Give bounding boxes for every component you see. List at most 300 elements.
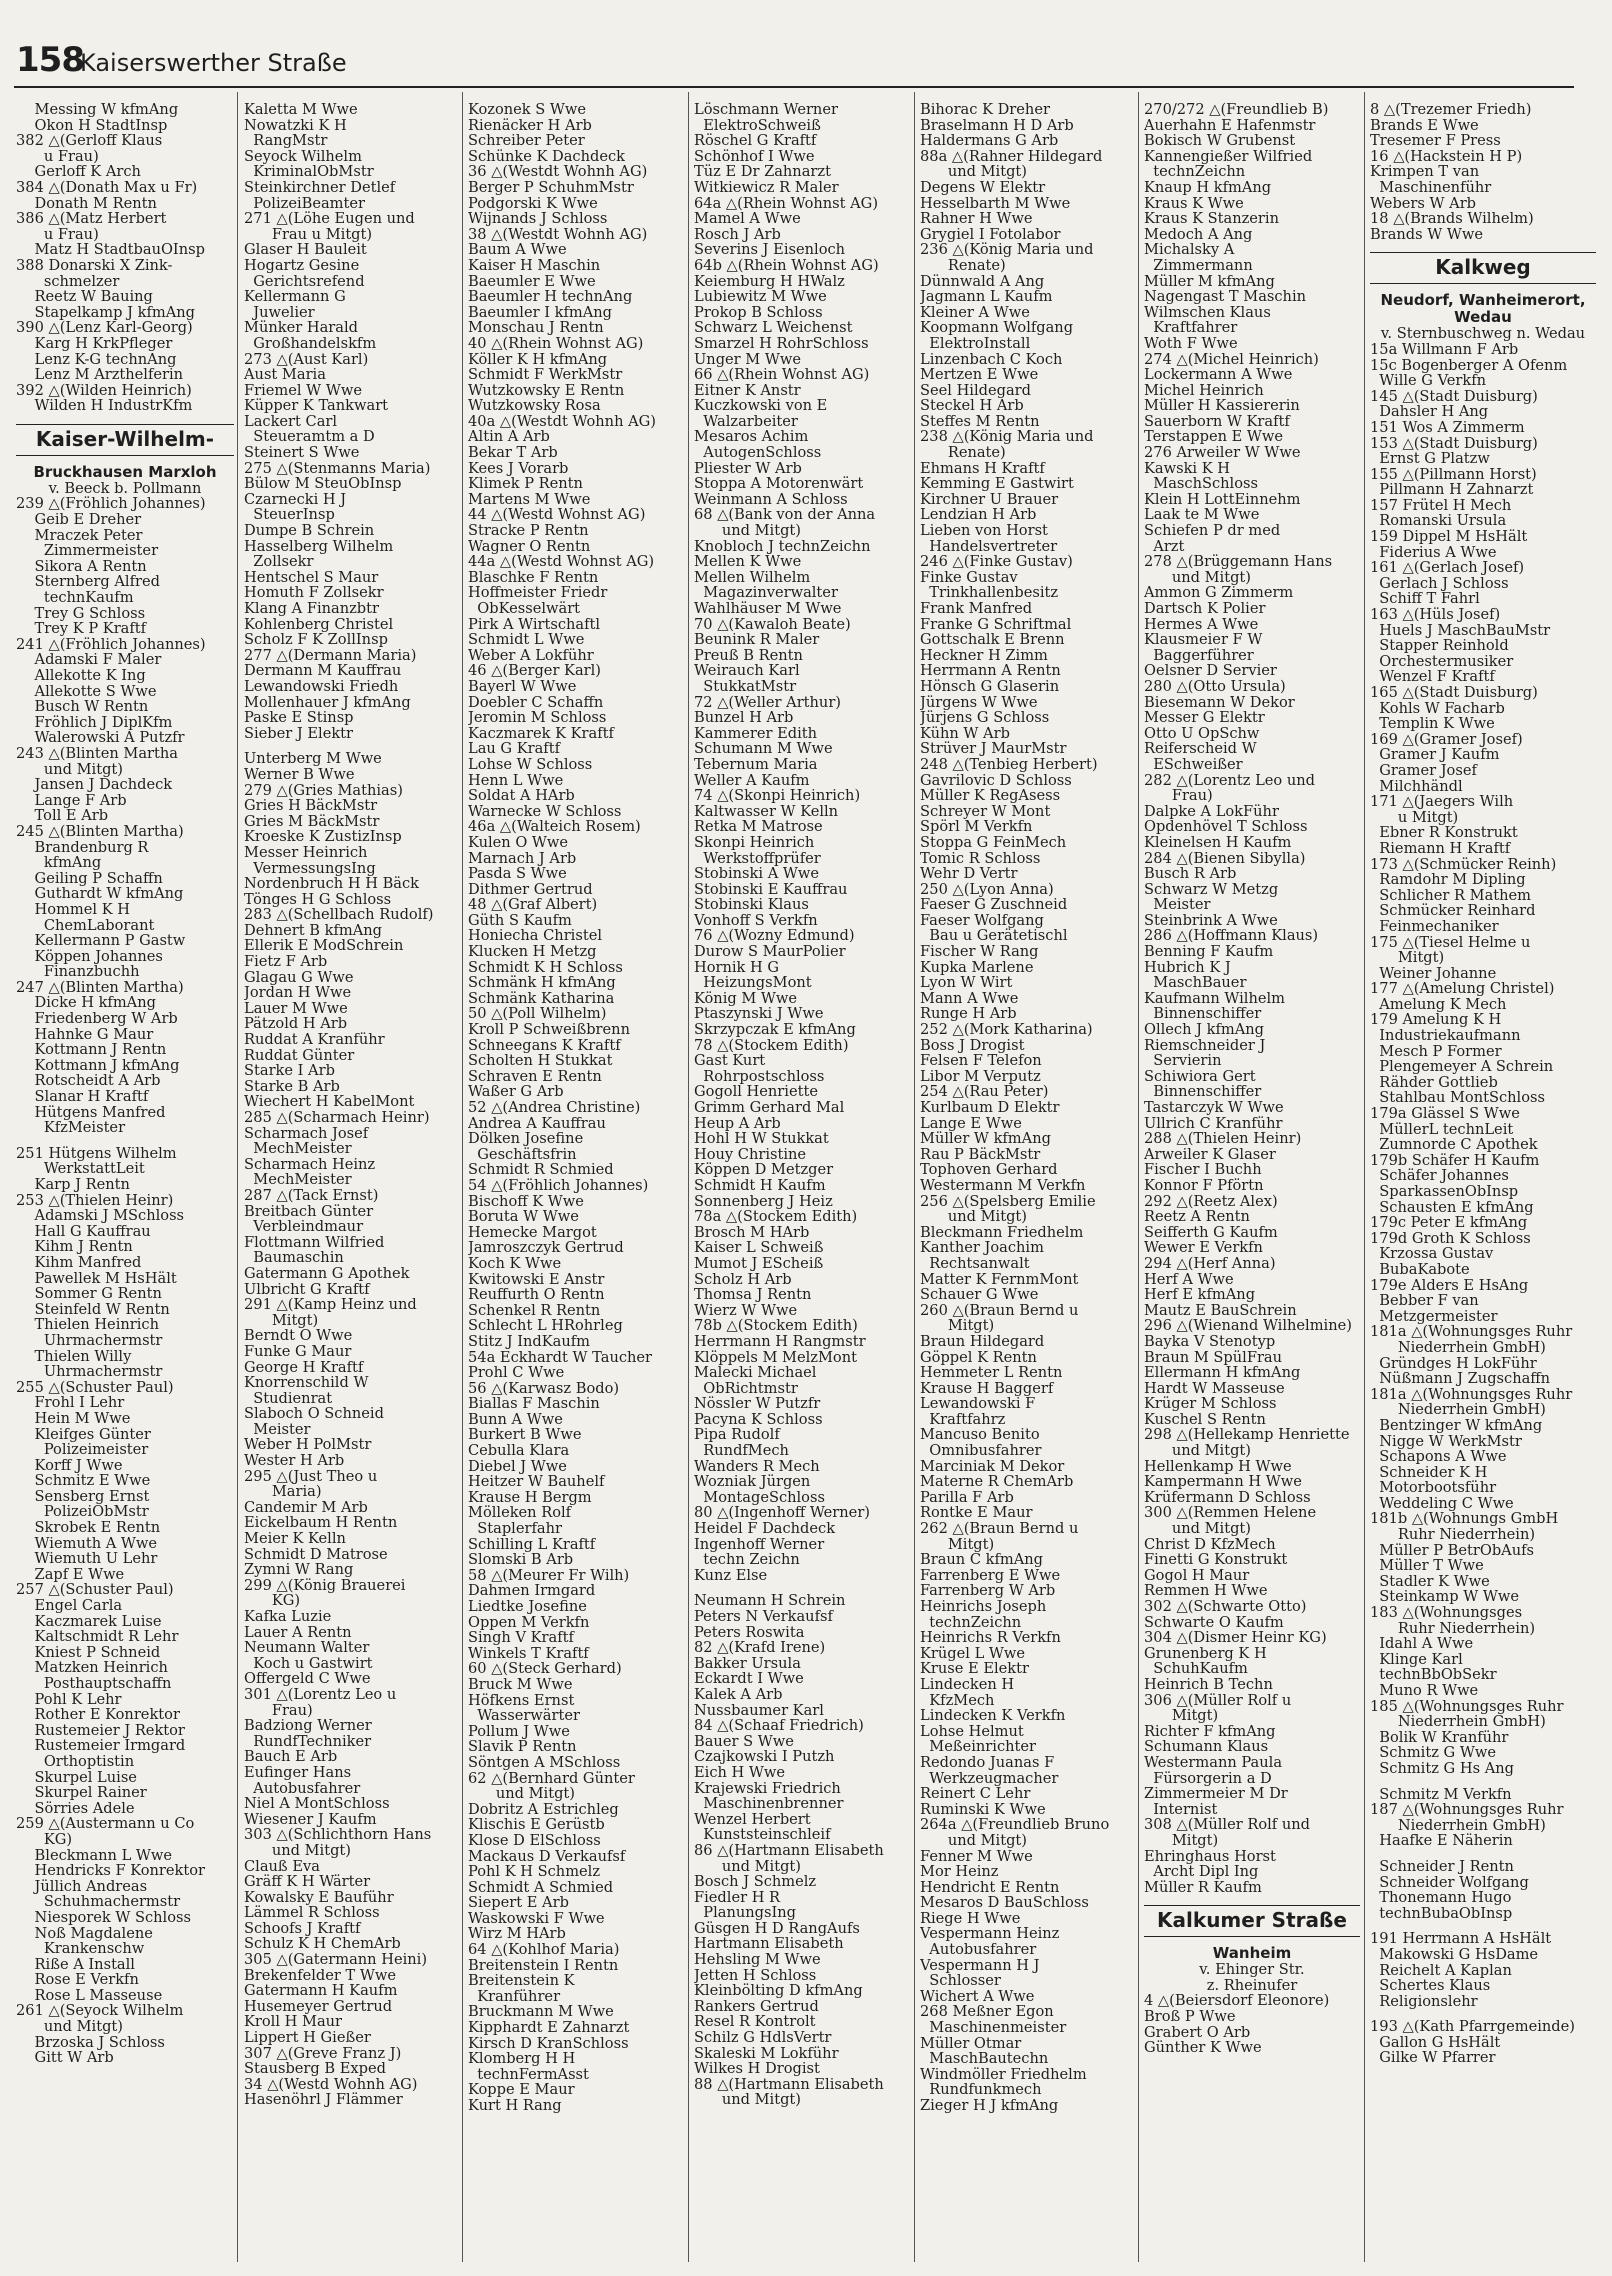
- directory-entry: Slanar H Kraftf: [16, 1089, 149, 1105]
- directory-entry: Kulen O Wwe: [468, 834, 569, 851]
- directory-entry: u Frau): [16, 148, 99, 165]
- running-street-title: Kaiserswerther Straße: [80, 49, 347, 77]
- directory-entry: Stadler K Wwe: [1370, 1573, 1490, 1590]
- spacer: [1370, 1921, 1596, 1931]
- directory-entry: Lindecken H: [920, 1676, 1015, 1693]
- directory-entry: Kraftfahrz: [920, 1411, 1006, 1428]
- directory-entry: Müller M kfmAng: [1144, 273, 1275, 290]
- directory-entry: Zapf E Wwe: [16, 1566, 125, 1583]
- directory-entry: Kanther Joachim: [920, 1240, 1044, 1256]
- directory-entry: Meister: [244, 1421, 311, 1438]
- directory-entry: Lieben von Horst: [920, 523, 1048, 539]
- directory-entry: MaschBautechn: [920, 2051, 1049, 2067]
- directory-entry: Frohl I Lehr: [16, 1395, 125, 1411]
- directory-entry: 248 △(Tenbieg Herbert): [920, 756, 1098, 773]
- directory-entry: Kaltschmidt R Lehr: [16, 1629, 179, 1645]
- directory-entry: Pacyna K Schloss: [694, 1411, 823, 1428]
- directory-entry: Renate): [920, 445, 1006, 461]
- directory-column-2: [244, 102, 458, 2262]
- directory-entry: und Mitgt): [16, 2019, 123, 2035]
- directory-entry: Rotscheidt A Arb: [16, 1073, 161, 1090]
- directory-entry: Küpper K Tankwart: [244, 398, 389, 414]
- directory-entry: Franke G Schriftmal: [920, 616, 1072, 633]
- directory-entry: Kaczmarek Luise: [16, 1613, 162, 1630]
- directory-entry: Scholz F K ZollInsp: [244, 632, 388, 648]
- directory-entry: Studienrat: [244, 1390, 333, 1407]
- directory-entry: Seifferth G Kaufm: [1144, 1224, 1278, 1241]
- directory-entry: Industriekaufmann: [1370, 1028, 1521, 1044]
- directory-entry: Allekotte S Wwe: [16, 683, 157, 700]
- directory-entry: Heitzer W Bauhelf: [468, 1474, 605, 1490]
- directory-entry: Klose D ElSchloss: [468, 1832, 601, 1849]
- directory-entry: Jansen J Dachdeck: [16, 777, 173, 793]
- directory-entry: Sommer G Rentn: [16, 1286, 162, 1302]
- directory-entry: Lyon W Wirt: [920, 975, 1013, 991]
- directory-entry: Altin A Arb: [468, 429, 550, 446]
- directory-entry: Ernst G Platzw: [1370, 451, 1490, 467]
- directory-entry: Klinge Karl: [1370, 1651, 1463, 1668]
- directory-entry: Wille G Verkfn: [1370, 373, 1487, 389]
- directory-entry: Christ D KfzMech: [1144, 1536, 1276, 1553]
- directory-entry: Rother E Konrektor: [16, 1707, 180, 1723]
- directory-entry: Blaschke F Rentn: [468, 569, 599, 586]
- directory-entry: Soldat A HArb: [468, 788, 575, 804]
- directory-entry: Winkels T Kraftf: [468, 1645, 589, 1662]
- directory-entry: Lubiewitz M Wwe: [694, 289, 827, 305]
- directory-entry: Starke B Arb: [244, 1078, 340, 1095]
- directory-entry: Mackaus D Verkaufsf: [468, 1848, 626, 1865]
- directory-entry: Ollech J kfmAng: [1144, 1022, 1264, 1038]
- directory-entry: 236 △(König Maria und: [920, 242, 1094, 258]
- directory-entry: 181a △(Wohnungsges Ruhr: [1370, 1324, 1573, 1340]
- directory-entry: Klimek P Rentn: [468, 476, 583, 492]
- directory-entry: Rähder Gottlieb: [1370, 1074, 1498, 1091]
- directory-entry: Wenzel Herbert: [694, 1811, 811, 1828]
- directory-entry: und Mitgt): [694, 1858, 801, 1875]
- directory-entry: Wiechert H KabelMont: [244, 1094, 415, 1110]
- directory-entry: Tebernum Maria: [694, 756, 818, 773]
- directory-entry: 153 △(Stadt Duisburg): [1370, 435, 1538, 452]
- directory-entry: Rau P BäckMstr: [920, 1146, 1041, 1163]
- directory-entry: Mitgt): [244, 1312, 319, 1329]
- directory-entry: Omnibusfahrer: [920, 1443, 1042, 1459]
- directory-entry: Linzenbach C Koch: [920, 351, 1063, 368]
- directory-entry: Kleifges Günter: [16, 1426, 151, 1443]
- directory-entry: Bekar T Arb: [468, 445, 558, 461]
- directory-entry: Niesporek W Schloss: [16, 1909, 191, 1926]
- directory-entry: Zimmermann: [1144, 257, 1253, 274]
- directory-entry: Severins J Eisenloch: [694, 242, 846, 258]
- directory-entry: Matz H StadtbauOInsp: [16, 242, 205, 258]
- directory-entry: 78 △(Stockem Edith): [694, 1037, 849, 1054]
- directory-entry: Kwitowski E Anstr: [468, 1271, 605, 1288]
- directory-entry: Meßeinrichter: [920, 1739, 1037, 1755]
- directory-entry: 252 △(Mork Katharina): [920, 1022, 1093, 1038]
- directory-entry: Stapelkamp J kfmAng: [16, 304, 195, 321]
- directory-entry: Gramer Josef: [1370, 762, 1477, 779]
- directory-entry: technKaufm: [16, 590, 134, 606]
- directory-entry: WerkstattLeit: [16, 1161, 145, 1177]
- directory-entry: Wasserwärter: [468, 1708, 580, 1724]
- directory-entry: Ulbricht G Kraftf: [244, 1281, 370, 1298]
- directory-entry: Schwarz W Metzg: [1144, 881, 1279, 898]
- spacer: [16, 1136, 234, 1146]
- directory-entry: Schmücker Reinhard: [1370, 903, 1536, 919]
- directory-entry: 76 △(Wozny Edmund): [694, 928, 855, 945]
- directory-entry: Krajewski Friedrich: [694, 1780, 841, 1797]
- directory-entry: und Mitgt): [694, 2092, 801, 2108]
- directory-entry: Mor Heinz: [920, 1864, 999, 1880]
- directory-entry: Krimpen T van: [1370, 164, 1480, 180]
- directory-entry: Ehmans H Kraftf: [920, 460, 1045, 477]
- directory-entry: 386 △(Matz Herbert: [16, 211, 167, 227]
- directory-entry: Polizeimeister: [16, 1442, 149, 1458]
- directory-entry: Mertzen E Wwe: [920, 367, 1039, 383]
- directory-entry: Michalsky A: [1144, 242, 1235, 258]
- directory-entry: Slomski B Arb: [468, 1552, 574, 1568]
- directory-entry: 260 △(Braun Bernd u: [920, 1302, 1079, 1319]
- directory-entry: Kuschel S Rentn: [1144, 1411, 1266, 1428]
- directory-entry: 88 △(Hartmann Elisabeth: [694, 2076, 884, 2093]
- directory-entry: MüllerL technLeit: [1370, 1121, 1514, 1138]
- directory-entry: Köppen D Metzger: [694, 1162, 834, 1178]
- directory-column-7: [1370, 102, 1596, 2262]
- directory-entry: 68 △(Bank von der Anna: [694, 507, 876, 524]
- directory-entry: Schmitz G Hs Ang: [1370, 1760, 1514, 1777]
- directory-entry: 295 △(Just Theo u: [244, 1468, 378, 1485]
- directory-entry: Adamski F Maler: [16, 652, 162, 668]
- directory-entry: Toll E Arb: [16, 808, 109, 824]
- directory-entry: Grunenberg K H: [1144, 1645, 1267, 1662]
- directory-entry: Biesemann W Dekor: [1144, 694, 1295, 711]
- directory-entry: Mann A Wwe: [920, 990, 1019, 1007]
- directory-entry: Busch W Rentn: [16, 699, 149, 715]
- directory-entry: Bunn A Wwe: [468, 1411, 563, 1428]
- directory-entry: Unterberg M Wwe: [244, 751, 382, 767]
- directory-entry: Schwarte O Kaufm: [1144, 1614, 1284, 1631]
- directory-entry: Schmitz E Wwe: [16, 1473, 151, 1489]
- column-divider: [688, 92, 689, 2262]
- directory-entry: technZeichn: [1144, 164, 1246, 180]
- directory-entry: 64b △(Rhein Wohnst AG): [694, 257, 879, 274]
- directory-entry: Glagau G Wwe: [244, 969, 354, 986]
- directory-entry: Renate): [920, 257, 1006, 274]
- directory-entry: Scharmach Heinz: [244, 1156, 376, 1173]
- directory-entry: Richter F kfmAng: [1144, 1723, 1276, 1740]
- directory-entry: Ehringhaus Horst: [1144, 1848, 1276, 1865]
- directory-entry: 62 △(Bernhard Günter: [468, 1770, 635, 1787]
- directory-entry: Burkert B Wwe: [468, 1427, 582, 1444]
- directory-entry: Heckner H Zimm: [920, 647, 1048, 664]
- directory-column-6: [1144, 102, 1360, 2262]
- directory-entry: Kipphardt E Zahnarzt: [468, 2020, 630, 2036]
- directory-entry: Schumann M Wwe: [694, 741, 833, 757]
- directory-entry: Monschau J Rentn: [468, 320, 604, 336]
- spacer: [694, 1583, 910, 1593]
- directory-entry: Kemming E Gastwirt: [920, 476, 1074, 492]
- directory-entry: Schlecht L HRohrleg: [468, 1318, 623, 1334]
- directory-entry: 304 △(Dismer Heinr KG): [1144, 1630, 1327, 1646]
- directory-entry: Hemmeter L Rentn: [920, 1365, 1063, 1381]
- directory-entry: Prokop B Schloss: [694, 304, 823, 321]
- directory-entry: Staplerfahr: [468, 1521, 562, 1537]
- directory-entry: Karg H KrkPfleger: [16, 335, 173, 352]
- directory-entry: Jetten H Schloss: [694, 1967, 817, 1984]
- directory-entry: Mitgt): [1370, 950, 1445, 966]
- directory-entry: Gerloff K Arch: [16, 164, 141, 180]
- directory-entry: 40 △(Rhein Wohnst AG): [468, 335, 644, 352]
- directory-entry: 264a △(Freundlieb Bruno: [920, 1817, 1110, 1833]
- directory-entry: 66 △(Rhein Wohnst AG): [694, 367, 870, 383]
- directory-entry: Skurpel Rainer: [16, 1785, 147, 1801]
- directory-entry: Kraus K Stanzerin: [1144, 211, 1279, 227]
- directory-column-5: [920, 102, 1134, 2262]
- directory-entry: 307 △(Greve Franz J): [244, 2045, 402, 2062]
- directory-entry: Lämmel R Schloss: [244, 1905, 380, 1921]
- directory-entry: Marnach J Arb: [468, 850, 577, 867]
- directory-entry: 72 △(Weller Arthur): [694, 694, 842, 711]
- directory-entry: Bleckmann L Wwe: [16, 1847, 173, 1864]
- directory-entry: Schmitz M Verkfn: [1370, 1786, 1512, 1803]
- directory-entry: 171 △(Jaegers Wilh: [1370, 794, 1514, 810]
- directory-entry: 157 Frütel H Mech: [1370, 497, 1512, 514]
- directory-entry: Friemel W Wwe: [244, 382, 362, 399]
- directory-entry: Plengemeyer A Schrein: [1370, 1059, 1554, 1075]
- directory-entry: Bleckmann Friedhelm: [920, 1224, 1084, 1241]
- directory-entry: Pillmann H Zahnarzt: [1370, 482, 1534, 498]
- directory-entry: 175 △(Tiesel Helme u: [1370, 934, 1531, 951]
- directory-entry: 179d Groth K Schloss: [1370, 1230, 1531, 1247]
- directory-entry: Brands W Wwe: [1370, 226, 1484, 243]
- directory-entry: Müller Otmar: [920, 2035, 1022, 2052]
- directory-entry: Ruhr Niederrhein): [1370, 1620, 1536, 1637]
- directory-entry: 282 △(Lorentz Leo und: [1144, 772, 1315, 789]
- directory-entry: Koopmann Wolfgang: [920, 320, 1074, 336]
- directory-entry: Köller K H kfmAng: [468, 351, 608, 368]
- directory-entry: Jeromin M Schloss: [468, 710, 607, 726]
- directory-entry: und Mitgt): [920, 1832, 1027, 1849]
- directory-entry: und Mitgt): [1144, 1443, 1251, 1459]
- directory-entry: Grygiel I Fotolabor: [920, 226, 1061, 243]
- directory-entry: 34 △(Westd Wohnh AG): [244, 2076, 418, 2093]
- directory-entry: 165 △(Stadt Duisburg): [1370, 685, 1538, 701]
- directory-entry: 262 △(Braun Bernd u: [920, 1521, 1079, 1537]
- directory-entry: Ingenhoff Werner: [694, 1536, 825, 1553]
- directory-entry: Brosch M HArb: [694, 1224, 810, 1241]
- directory-entry: Wutzkowsky E Rentn: [468, 382, 625, 399]
- directory-entry: Lewandowski F: [920, 1396, 1036, 1412]
- directory-entry: 46 △(Berger Karl): [468, 663, 601, 679]
- directory-entry: Kuczkowski von E: [694, 398, 828, 414]
- directory-entry: Pohl K Lehr: [16, 1691, 122, 1708]
- directory-entry: Singh V Kraftf: [468, 1630, 574, 1646]
- directory-entry: 179a Glässel S Wwe: [1370, 1106, 1520, 1122]
- directory-entry: Gatermann H Kaufm: [244, 1983, 398, 1999]
- directory-entry: 169 △(Gramer Josef): [1370, 731, 1523, 748]
- column-divider: [1364, 92, 1365, 2262]
- directory-entry: Lau G Kraftf: [468, 741, 560, 757]
- directory-entry: VermessungsIng: [244, 860, 376, 877]
- directory-entry: Lenz M Arzthelferin: [16, 367, 184, 383]
- directory-entry: Lange F Arb: [16, 792, 127, 809]
- directory-entry: Herf A Wwe: [1144, 1271, 1234, 1288]
- directory-entry: Podgorski K Wwe: [468, 195, 598, 212]
- directory-entry: Schmidt K H Schloss: [468, 959, 623, 976]
- directory-entry: Maschinenbrenner: [694, 1796, 844, 1812]
- directory-entry: PolizeiObMstr: [16, 1504, 149, 1521]
- directory-entry: Reiferscheid W: [1144, 741, 1257, 757]
- directory-entry: Thomsa J Rentn: [694, 1287, 812, 1303]
- directory-entry: Heinrichs Joseph: [920, 1599, 1047, 1615]
- directory-entry: Brekenfelder T Wwe: [244, 1967, 397, 1984]
- directory-entry: Ptaszynski J Wwe: [694, 1006, 824, 1023]
- directory-entry: Klucken H Metzg: [468, 944, 597, 960]
- directory-entry: Steinert S Wwe: [244, 445, 360, 461]
- directory-entry: HeizungsMont: [694, 975, 812, 991]
- directory-entry: Stapper Reinhold: [1370, 638, 1509, 654]
- directory-entry: Nussbaumer Karl: [694, 1702, 824, 1719]
- directory-entry: Runge H Arb: [920, 1006, 1017, 1023]
- directory-entry: Mitgt): [920, 1536, 995, 1553]
- directory-entry: Feinmechaniker: [1370, 918, 1499, 935]
- directory-entry: Breitenstein K: [468, 1973, 575, 1989]
- directory-entry: Jürgens W Wwe: [920, 694, 1038, 711]
- directory-entry: Beunink R Maler: [694, 632, 820, 648]
- directory-entry: Löschmann Werner: [694, 102, 838, 118]
- directory-column-3: [468, 102, 684, 2262]
- directory-entry: 277 △(Dermann Maria): [244, 647, 417, 664]
- directory-entry: ElektroSchweiß: [694, 117, 821, 134]
- directory-entry: technBbObSekr: [1370, 1667, 1497, 1683]
- directory-entry: Nössler W Putzfr: [694, 1396, 821, 1412]
- directory-entry: Bolik W Kranführ: [1370, 1729, 1509, 1746]
- directory-entry: 271 △(Löhe Eugen und: [244, 211, 415, 227]
- directory-entry: Pirk A Wirtschaftl: [468, 616, 601, 633]
- directory-entry: Pätzold H Arb: [244, 1016, 348, 1033]
- directory-entry: Göppel K Rentn: [920, 1349, 1037, 1366]
- directory-entry: Kaiser L Schweiß: [694, 1240, 824, 1256]
- directory-entry: Jüllich Andreas: [16, 1878, 148, 1895]
- directory-entry: Zieger H J kfmAng: [920, 2098, 1059, 2114]
- directory-entry: Cebulla Klara: [468, 1443, 570, 1459]
- directory-entry: Wanders R Mech: [694, 1458, 820, 1475]
- directory-entry: Oelsner D Servier: [1144, 663, 1277, 679]
- directory-entry: Klein H LottEinnehm: [1144, 491, 1301, 508]
- directory-entry: 159 Dippel M HsHält: [1370, 529, 1528, 545]
- directory-entry: Bayerl W Wwe: [468, 678, 577, 695]
- directory-entry: 287 △(Tack Ernst): [244, 1187, 379, 1204]
- directory-entry: 251 Hütgens Wilhelm: [16, 1145, 177, 1162]
- directory-entry: Fischer I Buchh: [1144, 1162, 1262, 1178]
- directory-entry: Riege H Wwe: [920, 1910, 1021, 1927]
- directory-entry: Siepert E Arb: [468, 1895, 569, 1911]
- directory-entry: Dalpke A LokFühr: [1144, 803, 1279, 820]
- directory-entry: KfzMeister: [16, 1120, 126, 1136]
- directory-entry: 70 △(Kawaloh Beate): [694, 616, 851, 633]
- directory-entry: Smarzel H RohrSchloss: [694, 335, 869, 352]
- directory-entry: Hartmann Elisabeth: [694, 1936, 844, 1953]
- directory-entry: technBubaObInsp: [1370, 1905, 1513, 1922]
- directory-entry: ChemLaborant: [16, 917, 155, 934]
- directory-entry: Ebner R Konstrukt: [1370, 825, 1518, 841]
- directory-entry: Mellen Wilhelm: [694, 569, 811, 586]
- directory-entry: Werkzeugmacher: [920, 1770, 1059, 1787]
- directory-entry: Kalek A Arb: [694, 1686, 783, 1703]
- directory-entry: ObRichtmstr: [694, 1380, 798, 1397]
- directory-entry: 181a △(Wohnungsges Ruhr: [1370, 1386, 1573, 1403]
- directory-entry: Kohls W Facharb: [1370, 700, 1505, 717]
- directory-entry: Hogartz Gesine: [244, 257, 360, 274]
- directory-entry: Stobinski E Kauffrau: [694, 881, 848, 898]
- directory-entry: 254 △(Rau Peter): [920, 1084, 1049, 1100]
- directory-entry: Schreyer W Mont: [920, 803, 1051, 820]
- directory-entry: Martens M Wwe: [468, 491, 591, 508]
- directory-entry: 54a Eckhardt W Taucher: [468, 1349, 653, 1366]
- directory-entry: Dumpe B Schrein: [244, 523, 375, 539]
- directory-entry: Dartsch K Polier: [1144, 601, 1266, 617]
- directory-entry: Hohl H W Stukkat: [694, 1131, 829, 1147]
- directory-entry: Handelsvertreter: [920, 538, 1058, 555]
- directory-entry: Bebber F van: [1370, 1293, 1479, 1309]
- directory-entry: Reetz A Rentn: [1144, 1209, 1250, 1225]
- directory-entry: Hommel K H: [16, 901, 130, 918]
- directory-entry: 183 △(Wohnungsges: [1370, 1605, 1523, 1621]
- directory-entry: kfmAng: [16, 855, 102, 871]
- directory-entry: Lohse Helmut: [920, 1723, 1024, 1740]
- directory-entry: Berndt O Wwe: [244, 1328, 353, 1344]
- directory-entry: Ammon G Zimmerm: [1144, 585, 1294, 601]
- directory-entry: Meier K Kelln: [244, 1531, 346, 1547]
- directory-entry: 46a △(Walteich Rosem): [468, 819, 641, 835]
- directory-entry: 392 △(Wilden Heinrich): [16, 382, 192, 399]
- directory-entry: Bauch E Arb: [244, 1749, 338, 1765]
- directory-entry: Korff J Wwe: [16, 1457, 123, 1474]
- directory-entry: Pipa Rudolf: [694, 1427, 780, 1444]
- directory-entry: Bosch J Schmelz: [694, 1874, 817, 1890]
- directory-entry: 64 △(Kohlhof Maria): [468, 1942, 620, 1958]
- directory-entry: Herrmann A Rentn: [920, 663, 1061, 679]
- directory-entry: Autobusfahrer: [920, 1942, 1037, 1958]
- directory-entry: Stobinski Klaus: [694, 897, 809, 913]
- directory-entry: und Mitgt): [920, 164, 1027, 180]
- directory-entry: Fischer W Rang: [920, 944, 1039, 960]
- directory-entry: Paske E Stinsp: [244, 710, 354, 726]
- directory-entry: Münker Harald: [244, 320, 358, 336]
- directory-entry: Tüz E Dr Zahnarzt: [694, 164, 831, 180]
- directory-entry: Binnenschiffer: [1144, 1006, 1262, 1023]
- directory-entry: Kowalsky E Bauführ: [244, 1889, 394, 1906]
- directory-entry: Rose L Masseuse: [16, 1987, 163, 2004]
- directory-entry: Seyock Wilhelm: [244, 148, 362, 165]
- directory-entry: und Mitgt): [1144, 1521, 1251, 1537]
- directory-entry: Braselmann H D Arb: [920, 117, 1074, 134]
- directory-entry: 390 △(Lenz Karl-Georg): [16, 320, 193, 336]
- directory-entry: Felsen F Telefon: [920, 1053, 1042, 1069]
- directory-entry: Okon H StadtInsp: [16, 117, 168, 134]
- directory-entry: Kurlbaum D Elektr: [920, 1100, 1060, 1116]
- directory-entry: 238 △(König Maria und: [920, 429, 1094, 446]
- directory-entry: Aust Maria: [244, 367, 326, 383]
- directory-entry: Huels J MaschBauMstr: [1370, 622, 1551, 639]
- directory-entry: Schilling L Kraftf: [468, 1536, 596, 1553]
- directory-entry: Hoffmeister Friedr: [468, 585, 608, 601]
- street-heading: Kalkumer Straße: [1144, 1905, 1360, 1937]
- directory-entry: Rosch J Arb: [694, 226, 781, 243]
- directory-entry: Unger M Wwe: [694, 351, 802, 368]
- directory-entry: Farrenberg E Wwe: [920, 1567, 1061, 1584]
- directory-entry: 273 △(Aust Karl): [244, 351, 369, 368]
- directory-entry: 298 △(Hellekamp Henriette: [1144, 1427, 1350, 1444]
